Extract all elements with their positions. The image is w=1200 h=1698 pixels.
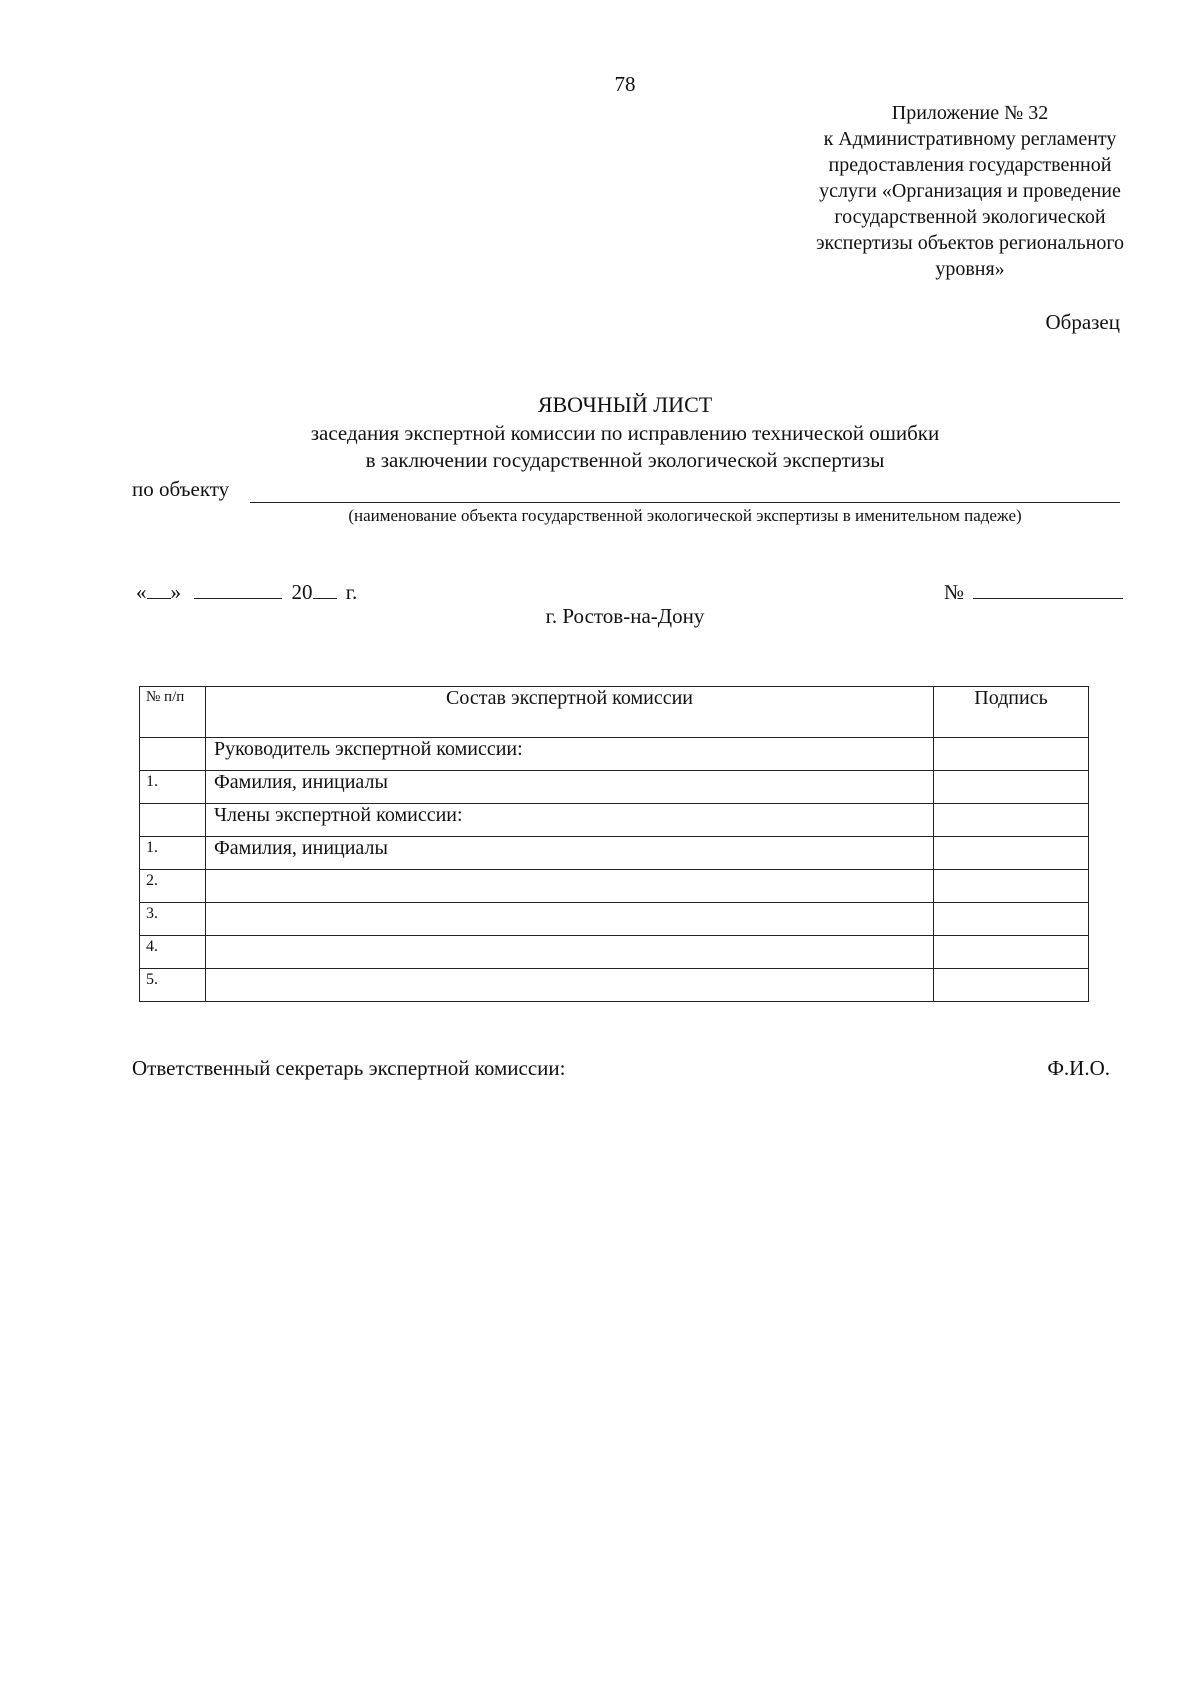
row-number: 3. xyxy=(140,903,206,936)
appendix-line: к Административному регламенту xyxy=(823,128,1117,150)
table-row xyxy=(140,870,1089,903)
row-signature[interactable] xyxy=(934,837,1089,870)
row-signature[interactable] xyxy=(934,771,1089,804)
row-name: Фамилия, инициалы xyxy=(206,771,934,804)
row-signature[interactable] xyxy=(934,903,1089,936)
row-name: Руководитель экспертной комиссии: xyxy=(206,738,934,771)
city: г. Ростов-на-Дону xyxy=(545,604,705,628)
table-header-row xyxy=(140,687,1089,738)
appendix-reference xyxy=(760,100,1180,282)
table-row xyxy=(140,903,1089,936)
secretary-label: Ответственный секретарь экспертной комиссии: xyxy=(132,1056,566,1080)
row-signature[interactable] xyxy=(934,870,1089,903)
year-blank[interactable] xyxy=(313,576,337,599)
table-row xyxy=(140,738,1089,771)
row-name: Члены экспертной комиссии: xyxy=(206,804,934,837)
year-prefix: 20 xyxy=(291,580,313,604)
appendix-line: государственной экологической xyxy=(834,206,1106,228)
number-sign: № xyxy=(944,580,965,604)
row-number xyxy=(140,738,206,771)
month-blank[interactable] xyxy=(194,576,282,599)
row-number: 4. xyxy=(140,936,206,969)
table-row xyxy=(140,804,1089,837)
date-open-quote: « xyxy=(136,580,147,604)
document-subtitle-line-2: в заключении государственной экологической экспертизы xyxy=(365,448,885,472)
page-number: 78 xyxy=(614,72,636,96)
row-signature[interactable] xyxy=(934,969,1089,1002)
appendix-line: экспертизы объектов регионального xyxy=(815,232,1125,254)
date-field xyxy=(136,576,357,605)
appendix-line: уровня» xyxy=(935,258,1005,280)
row-number: 1. xyxy=(140,771,206,804)
sample-label: Образец xyxy=(1045,310,1120,334)
object-fill-line[interactable] xyxy=(250,502,1120,503)
commission-table xyxy=(139,686,1089,1002)
date-close-quote: » xyxy=(170,580,181,604)
table-row xyxy=(140,771,1089,804)
object-label: по объекту xyxy=(132,477,230,501)
row-signature[interactable] xyxy=(934,936,1089,969)
row-number: 1. xyxy=(140,837,206,870)
table-row xyxy=(140,837,1089,870)
appendix-line: услуги «Организация и проведение xyxy=(819,180,1121,202)
row-name: Фамилия, инициалы xyxy=(206,837,934,870)
row-name[interactable] xyxy=(206,903,934,936)
document-number-field xyxy=(944,576,1123,605)
appendix-line: предоставления государственной xyxy=(828,154,1112,176)
object-hint: (наименование объекта государственной экологической экспертизы в именительном падеже) xyxy=(348,506,1022,525)
document-title: ЯВОЧНЫЙ ЛИСТ xyxy=(537,392,713,417)
row-name[interactable] xyxy=(206,969,934,1002)
row-signature[interactable] xyxy=(934,804,1089,837)
row-name[interactable] xyxy=(206,936,934,969)
row-number xyxy=(140,804,206,837)
header-number: № п/п xyxy=(140,687,206,738)
document-subtitle-line-1: заседания экспертной комиссии по исправлению технической ошибки xyxy=(310,421,940,445)
row-number: 2. xyxy=(140,870,206,903)
header-composition: Состав экспертной комиссии xyxy=(206,687,934,738)
appendix-line: Приложение № 32 xyxy=(891,102,1049,124)
row-name[interactable] xyxy=(206,870,934,903)
number-blank[interactable] xyxy=(973,576,1123,599)
year-suffix: г. xyxy=(345,580,358,604)
table-row xyxy=(140,969,1089,1002)
table-row xyxy=(140,936,1089,969)
secretary-name: Ф.И.О. xyxy=(1047,1056,1110,1080)
day-blank[interactable] xyxy=(147,576,171,599)
row-signature[interactable] xyxy=(934,738,1089,771)
row-number: 5. xyxy=(140,969,206,1002)
header-signature: Подпись xyxy=(934,687,1089,738)
